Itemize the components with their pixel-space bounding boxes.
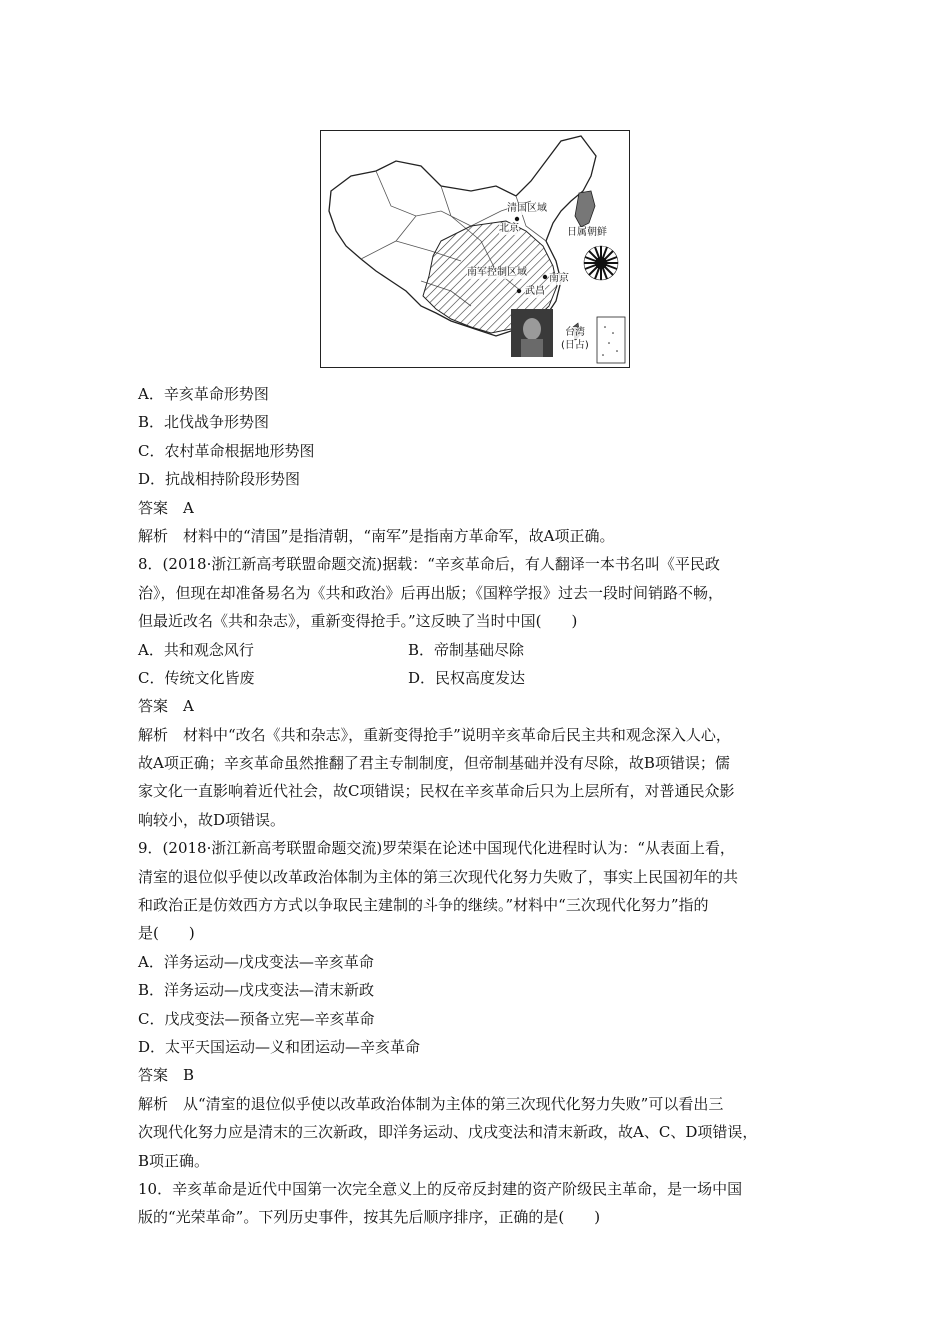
q8-option-a: A．共和观念风行 <box>138 640 254 659</box>
q8-analysis-line: 家文化一直影响着近代社会，故C项错误；民权在辛亥革命后只为上层所有，对普通民众影 <box>138 782 735 801</box>
q7-analysis: 解析 材料中的“清国”是指清朝，“南军”是指南方革命军，故A项正确。 <box>138 526 615 545</box>
map-label-wuchang: 武昌 <box>525 286 545 297</box>
q9-option-d: D．太平天国运动—义和团运动—辛亥革命 <box>138 1037 421 1056</box>
q8-option-c: C．传统文化皆废 <box>138 668 255 687</box>
map-label-taiwan-note: (日占) <box>561 340 589 351</box>
q8-analysis-line: 响较小，故D项错误。 <box>138 810 286 829</box>
q8-options-row <box>138 636 828 664</box>
portrait-image <box>511 309 553 357</box>
q8-stem-line: 但最近改名《共和杂志》，重新变得抢手。”这反映了当时中国( ) <box>138 612 578 631</box>
q9-option-a: A．洋务运动—戊戌变法—辛亥革命 <box>138 952 374 971</box>
q9-stem-line: 清室的退位似乎使以改革政治体制为主体的第三次现代化努力失败了，事实上民国初年的共 <box>138 867 739 886</box>
map-label-beijing: 北京 <box>499 223 519 234</box>
question-text-block <box>138 380 828 1232</box>
q7-option-b: B．北伐战争形势图 <box>138 413 270 432</box>
q9-option-b: B．洋务运动—戊戌变法—清末新政 <box>138 981 375 1000</box>
q8-stem-line: 8．(2018·浙江新高考联盟命题交流)据载：“辛亥革命后，有人翻译一本书名叫《平民政 <box>138 555 720 574</box>
q9-answer: 答案 B <box>138 1066 195 1085</box>
q7-option-d: D．抗战相持阶段形势图 <box>138 470 301 489</box>
q9-option-c: C．戊戌变法—预备立宪—辛亥革命 <box>138 1009 375 1028</box>
q8-analysis-line: 故A项正确；辛亥革命虽然推翻了君主专制制度，但帝制基础并没有尽除，故B项错误；儒 <box>138 754 730 773</box>
q10-stem-line: 10．辛亥革命是近代中国第一次完全意义上的反帝反封建的资产阶级民主革命，是一场中国 <box>138 1179 743 1198</box>
q9-analysis-line: 次现代化努力应是清末的三次新政，即洋务运动、戊戌变法和清末新政，故A、C、D项错误， <box>138 1123 758 1142</box>
q9-stem-line: 是( ) <box>138 924 195 943</box>
q8-stem-line: 治》，但现在却准备易名为《共和政治》后再出版；《国粹学报》过去一段时间销路不畅， <box>138 583 724 602</box>
q10-stem-line: 版的“光荣革命”。下列历史事件，按其先后顺序排序，正确的是( ) <box>138 1208 601 1227</box>
korea-region <box>575 191 595 227</box>
q7-answer: 答案 A <box>138 498 194 517</box>
map-label-japan-korea: 日属朝鲜 <box>567 227 607 238</box>
q8-option-d: D．民权高度发达 <box>408 668 526 687</box>
map-label-taiwan: 台湾 <box>565 327 585 338</box>
q8-analysis-line: 解析 材料中“改名《共和杂志》，重新变得抢手”说明辛亥革命后民主共和观念深入人心， <box>138 725 731 744</box>
rising-sun-flag-icon <box>584 246 618 280</box>
q7-option-c: C．农村革命根据地形势图 <box>138 441 315 460</box>
q9-analysis-line: 解析 从“清室的退位似乎使以改革政治体制为主体的第三次现代化努力失败”可以看出三 <box>138 1094 724 1113</box>
q9-stem-line: 9．(2018·浙江新高考联盟命题交流)罗荣渠在论述中国现代化进程时认为：“从表面上看， <box>138 839 735 858</box>
q8-option-b: B．帝制基础尽除 <box>408 640 525 659</box>
q9-analysis-line: B项正确。 <box>138 1151 210 1170</box>
q8-options-row <box>138 664 828 692</box>
q7-option-a: A．辛亥革命形势图 <box>138 385 269 403</box>
q9-stem-line: 和政治正是仿效西方方式以争取民主建制的斗争的继续。”材料中“三次现代化努力”指的 <box>138 896 709 915</box>
wuchang-dot <box>517 289 521 293</box>
map-label-nanjing: 南京 <box>549 273 569 284</box>
map-label-qing-region: 清国区域 <box>507 203 547 214</box>
map-label-south-army-region: 南军控制区域 <box>467 267 527 278</box>
nanjing-dot <box>543 275 547 279</box>
beijing-dot <box>515 217 519 221</box>
q8-answer: 答案 A <box>138 697 194 716</box>
historical-map-figure <box>320 130 630 368</box>
south-china-sea-inset <box>597 317 625 363</box>
